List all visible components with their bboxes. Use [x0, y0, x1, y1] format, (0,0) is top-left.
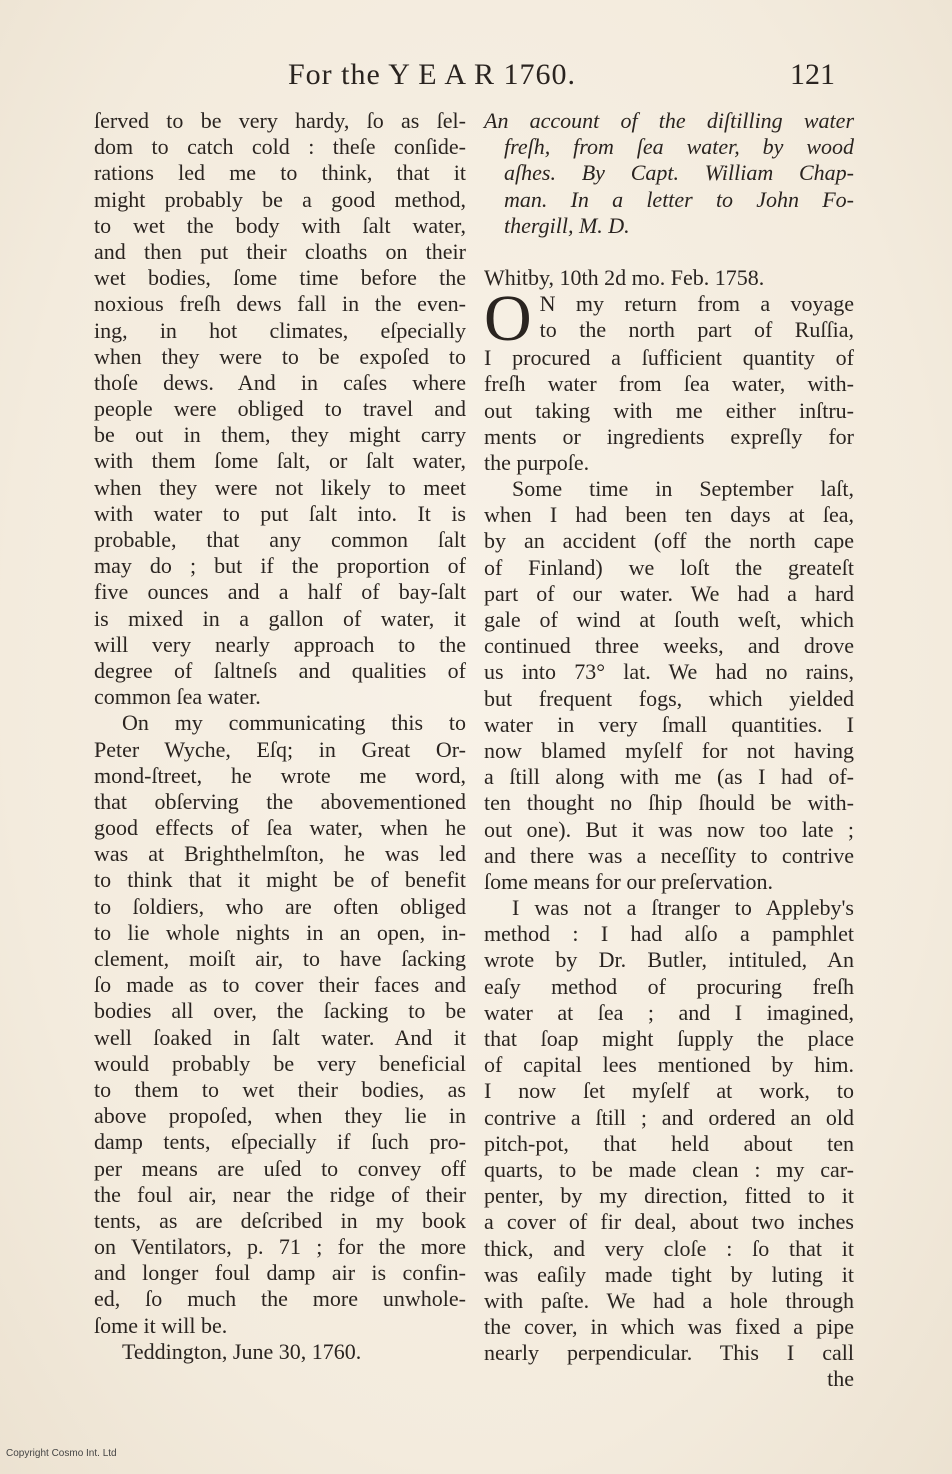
text-line: a cover of fir deal, about two inches — [484, 1209, 854, 1235]
text-line: five ounces and a half of bay-ſalt — [94, 579, 466, 605]
text-line: the purpoſe. — [484, 449, 590, 475]
text-line: that ſoap might ſupply the place — [484, 1026, 854, 1051]
text-line: might probably be a good method, — [94, 186, 466, 212]
text-line: ſo made as to cover their faces and — [94, 972, 466, 998]
text-line: mond-ſtreet, he wrote me word, — [94, 762, 466, 788]
text-line: a ſtill along with me (as I had of- — [484, 764, 854, 790]
signature-line: Teddington, June 30, 1760. — [122, 1338, 362, 1364]
text-line: wrote by Dr. Butler, intituled, An — [484, 947, 854, 973]
text-line: contrive a ſtill ; and ordered an old — [484, 1104, 854, 1130]
title-line: freſh, from ſea water, by wood — [504, 134, 854, 160]
text-line: out taking with me either inſtru- — [484, 397, 854, 423]
text-line: ſome means for our preſervation. — [484, 868, 773, 894]
text-line: above propoſed, when they lie in — [94, 1103, 466, 1129]
page-header — [0, 58, 952, 98]
text-line: freſh water from ſea water, with- — [484, 371, 854, 397]
text-line: ed, ſo much the more unwhole- — [94, 1286, 466, 1312]
text-line: rations led me to think, that it — [94, 160, 466, 186]
text-line: to ſoldiers, who are often obliged — [94, 893, 466, 919]
text-line: to think that it might be of benefit — [94, 867, 466, 893]
text-line: when I had been ten days at ſea, — [484, 502, 854, 528]
text-line: when they were to be expoſed to — [94, 343, 466, 369]
paragraph-start: I was not a ſtranger to Appleby's — [512, 895, 854, 921]
text-line: by an accident (off the north cape — [484, 528, 854, 554]
text-line: was eaſily made tight by luting it — [484, 1261, 854, 1287]
text-line: N my return from a voyage — [539, 291, 854, 317]
text-line: nearly perpendicular. This I call — [484, 1340, 854, 1366]
text-line: to wet the body with ſalt water, — [94, 212, 466, 238]
text-line: to lie whole nights in an open, in- — [94, 919, 466, 945]
text-line: out one). But it was now too late ; — [484, 816, 854, 842]
text-line: damp tents, eſpecially if ſuch pro- — [94, 1129, 466, 1155]
text-line: ſerved to be very hardy, ſo as ſel- — [94, 108, 466, 133]
text-line: that obſerving the abovementioned — [94, 788, 466, 814]
text-line: thick, and very cloſe : ſo that it — [484, 1235, 854, 1261]
title-line: aſhes. By Capt. William Chap- — [504, 160, 854, 186]
dateline: Whitby, 10th 2d mo. Feb. 1758. — [484, 264, 765, 290]
text-line: is mixed in a gallon of water, it — [94, 605, 466, 631]
text-line: tents, as are deſcribed in my book — [94, 1207, 466, 1233]
text-line: noxious freſh dews fall in the even- — [94, 291, 466, 317]
article-title — [484, 108, 854, 239]
text-line: well ſoaked in ſalt water. And it — [94, 1024, 466, 1050]
text-line: water in very ſmall quantities. I — [484, 711, 854, 737]
text-line: was at Brighthelmſton, he was led — [94, 841, 466, 867]
text-line: and then put their cloaths on their — [94, 238, 466, 264]
text-line: common ſea water. — [94, 684, 261, 710]
drop-cap: O — [484, 282, 532, 356]
text-line: us into 73° lat. We had no rains, — [484, 659, 854, 685]
text-line: of Finland) we loſt the greateſt — [484, 554, 854, 580]
text-line: ments or ingredients expreſly for — [484, 423, 854, 449]
text-line: dom to catch cold : theſe conſide- — [94, 134, 466, 160]
text-line: when they were not likely to meet — [94, 474, 466, 500]
text-line: and there was a neceſſity to contrive — [484, 842, 854, 868]
text-line: part of our water. We had a hard — [484, 580, 854, 606]
title-line: man. In a letter to John Fo- — [504, 186, 854, 212]
text-line: may do ; but if the proportion of — [94, 553, 466, 579]
running-title: For the Y E A R 1760. — [288, 58, 576, 91]
text-line: on Ventilators, p. 71 ; for the more — [94, 1234, 466, 1260]
text-line: be out in them, they might carry — [94, 422, 466, 448]
copyright-watermark: Copyright Cosmo Int. Ltd — [6, 1448, 117, 1459]
text-line: thoſe dews. And in caſes where — [94, 369, 466, 395]
text-line: I procured a ſufficient quantity of — [484, 345, 854, 371]
text-line: per means are uſed to convey off — [94, 1155, 466, 1181]
text-line: would probably be very beneficial — [94, 1050, 466, 1076]
text-line: with water to put ſalt into. It is — [94, 500, 466, 526]
text-line: Peter Wyche, Eſq; in Great Or- — [94, 736, 466, 762]
title-line: thergill, M. D. — [504, 212, 630, 238]
text-line: now blamed myſelf for not having — [484, 737, 854, 763]
text-line: and longer foul damp air is confin- — [94, 1260, 466, 1286]
text-line: probable, that any common ſalt — [94, 527, 466, 552]
text-line: clement, moiſt air, to have ſacking — [94, 946, 466, 971]
text-line: ing, in hot climates, eſpecially — [94, 317, 466, 343]
text-line: wet bodies, ſome time before the — [94, 265, 466, 291]
title-line: An account of the diſtilling water — [484, 108, 854, 133]
catchword: the — [827, 1366, 854, 1392]
text-line: gale of wind at ſouth weſt, which — [484, 607, 854, 632]
left-column — [94, 108, 466, 1365]
text-line: I now ſet myſelf at work, to — [484, 1078, 854, 1104]
text-line: with paſte. We had a hole through — [484, 1287, 854, 1313]
text-line: pitch-pot, that held about ten — [484, 1130, 854, 1156]
text-line: penter, by my direction, fitted to it — [484, 1183, 854, 1209]
text-line: good effects of ſea water, when he — [94, 815, 466, 841]
text-line: to the north part of Ruſſia, — [539, 317, 854, 343]
letter-opening — [484, 282, 854, 356]
text-line: but frequent fogs, which yielded — [484, 685, 854, 711]
text-line: will very nearly approach to the — [94, 631, 466, 657]
text-line: with them ſome ſalt, or ſalt water, — [94, 448, 466, 474]
text-line: continued three weeks, and drove — [484, 633, 854, 659]
text-line: of capital lees mentioned by him. — [484, 1052, 854, 1078]
text-line: degree of ſaltneſs and qualities of — [94, 657, 466, 683]
text-line: method : I had alſo a pamphlet — [484, 921, 854, 947]
text-line: ten thought no ſhip ſhould be with- — [484, 790, 854, 816]
right-column — [484, 108, 854, 1393]
text-line: the foul air, near the ridge of their — [94, 1181, 466, 1207]
text-line: water at ſea ; and I imagined, — [484, 999, 854, 1025]
page-number: 121 — [790, 58, 835, 91]
text-line: bodies all over, the ſacking to be — [94, 998, 466, 1024]
text-line: people were obliged to travel and — [94, 396, 466, 422]
text-line: eaſy method of procuring freſh — [484, 973, 854, 999]
paragraph-start: Some time in September laſt, — [512, 476, 854, 502]
text-line: to them to wet their bodies, as — [94, 1076, 466, 1102]
text-line: ſome it will be. — [94, 1312, 228, 1338]
text-line: the cover, in which was fixed a pipe — [484, 1314, 854, 1340]
text-line: quarts, to be made clean : my car- — [484, 1156, 854, 1182]
paragraph-start: On my communicating this to — [122, 710, 466, 736]
